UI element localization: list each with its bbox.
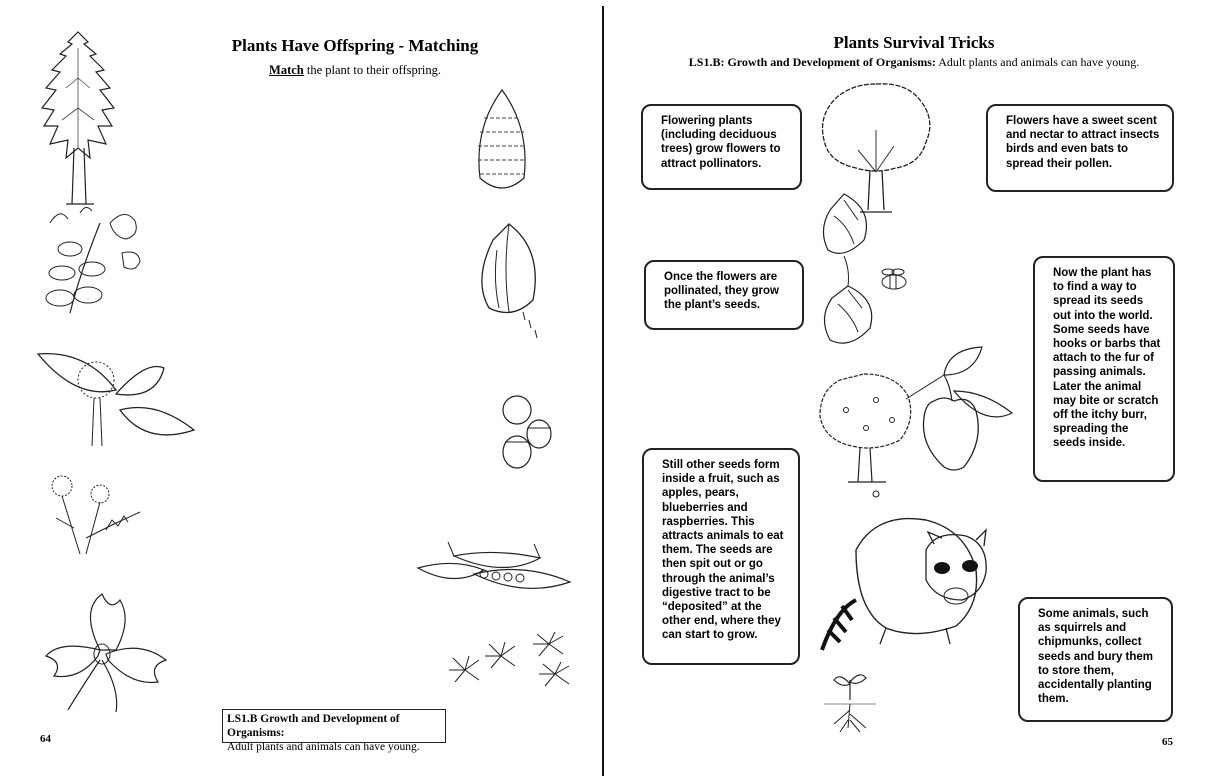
acorns-icon	[497, 392, 557, 472]
card-spread: Now the plant has to find a way to spread its seeds out into the world. Some seeds have hooks or barbs that attach to the fur of passing animals. Later the animal may bite or scratch off the itchy burr, spreading the seeds inside.	[1033, 256, 1175, 482]
standard-label: LS1.B: Growth and Development of Organisms:	[688, 55, 936, 69]
apple-tree-icon	[816, 370, 916, 500]
card-squirrels: Some animals, such as squirrels and chipmunks, collect seeds and bury them to store them, accidentally planting them.	[1018, 597, 1173, 722]
pea-pods-icon	[414, 538, 574, 598]
page-number: 65	[1162, 736, 1173, 748]
standard-text: Adult plants and animals can have young.	[935, 55, 1140, 69]
sweet-pea-icon	[40, 203, 150, 318]
standard-line	[624, 55, 1204, 70]
instruction-keyword: Match	[269, 63, 304, 77]
page-title: Plants Survival Tricks	[833, 33, 995, 52]
left-page	[0, 0, 602, 781]
standard-box	[222, 709, 446, 753]
apple-icon	[904, 345, 1014, 475]
standard-box-text: Adult plants and animals can have young.	[227, 741, 420, 753]
thistle-seeds-icon	[445, 630, 575, 690]
matching-instruction	[170, 63, 540, 78]
card-scent: Flowers have a sweet scent and nectar to attract insects birds and even bats to spread their pollen.	[986, 104, 1174, 192]
pine-tree-icon	[38, 28, 118, 208]
flower-icon	[814, 190, 884, 360]
standard-box-title: LS1.B Growth and Development of Organisms:	[227, 713, 400, 739]
milkweed-icon	[36, 350, 196, 450]
milkweed-pod-icon	[473, 220, 543, 345]
bee-icon	[876, 268, 910, 292]
raccoon-icon	[816, 510, 1006, 650]
card-fruit: Still other seeds form inside a fruit, such as apples, pears, blueberries and raspberries. This attracts animals to eat them. The seeds are then spit out or go through the animal’s digestive tract to be “deposited” at the other end, where they can start to grow.	[642, 448, 800, 665]
page-number: 64	[40, 733, 51, 745]
right-page	[604, 0, 1222, 781]
pine-cone-icon	[472, 88, 532, 198]
seedling-icon	[820, 670, 880, 735]
oak-icon	[40, 590, 170, 715]
card-flowering: Flowering plants (including deciduous trees) grow flowers to attract pollinators.	[641, 104, 802, 190]
thistle-icon	[44, 468, 144, 558]
instruction-text: the plant to their offspring.	[303, 63, 441, 77]
page-title: Plants Have Offspring - Matching	[231, 36, 479, 55]
card-pollinated: Once the flowers are pollinated, they grow the plant’s seeds.	[644, 260, 804, 330]
